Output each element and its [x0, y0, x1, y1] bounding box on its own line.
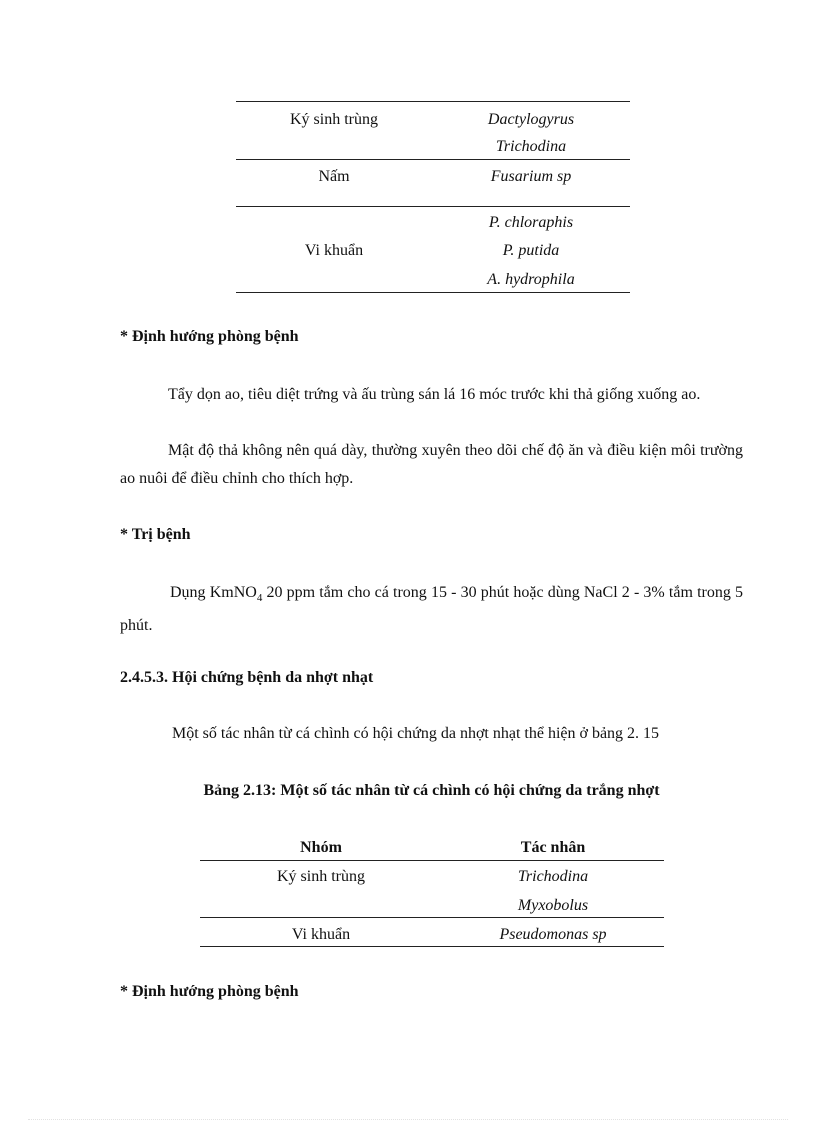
treatment-text-start: Dụng KmNO: [170, 584, 257, 601]
intro-paragraph: Một số tác nhân từ cá chình có hội chứng da nhợt nhạt thể hiện ở bảng 2. 15: [172, 725, 660, 742]
table-header-agent: Tác nhân: [520, 839, 586, 856]
treatment-text-end: 20 ppm tắm cho cá trong 15 - 30 phút hoặc dùng NaCl 2 - 3% tắm trong 5 phút.: [120, 584, 743, 635]
table-cell-group: Ký sinh trùng: [290, 111, 378, 128]
table-cell-group: Vi khuẩn: [291, 926, 351, 943]
treatment-subscript: 4: [256, 592, 263, 605]
table-cell-agent: Trichodina: [495, 138, 567, 155]
table-caption: Bảng 2.13: Một số tác nhân từ cá chình có hội chứng da trắng nhợt: [203, 782, 660, 799]
table-header-group: Nhóm: [300, 839, 342, 856]
table-cell-group: Nấm: [318, 168, 350, 185]
table-rule: [200, 917, 664, 918]
paragraph-treatment: [120, 579, 743, 640]
paragraph-stocking-density: Mật độ thả không nên quá dày, thường xuyên theo dõi chế độ ăn và điều kiện môi trường ao nuôi để điều chỉnh cho thích hợp.: [120, 442, 743, 487]
table-rule: [236, 206, 630, 207]
page-bottom-divider: [28, 1119, 788, 1120]
table-rule-header: [200, 860, 664, 861]
table-rule-top: [236, 101, 630, 102]
table-cell-agent: Dactylogyrus: [487, 111, 575, 128]
table-cell-agent: Pseudomonas sp: [499, 926, 607, 943]
section-heading-prevention-2: * Định hướng phòng bệnh: [120, 983, 299, 1000]
table-cell-agent: Myxobolus: [517, 897, 589, 914]
table-cell-group: Ký sinh trùng: [277, 868, 365, 885]
table-rule-bottom: [200, 946, 664, 947]
table-cell-agent: P. chloraphis: [488, 214, 574, 231]
section-heading-pale-skin: 2.4.5.3. Hội chứng bệnh da nhợt nhạt: [120, 669, 374, 686]
table-cell-group: Vi khuẩn: [304, 242, 364, 259]
table-rule: [236, 159, 630, 160]
table-cell-agent: P. putida: [502, 242, 560, 259]
paragraph-pond-cleaning: Tẩy dọn ao, tiêu diệt trứng và ấu trùng sán lá 16 móc trước khi thả giống xuống ao.: [168, 386, 701, 403]
table-cell-agent: A. hydrophila: [487, 271, 575, 288]
table-cell-agent: Fusarium sp: [490, 168, 572, 185]
table-cell-agent: Trichodina: [517, 868, 589, 885]
section-heading-prevention: * Định hướng phòng bệnh: [120, 328, 299, 345]
table-rule-bottom: [236, 292, 630, 293]
section-heading-treatment: * Trị bệnh: [120, 526, 191, 543]
